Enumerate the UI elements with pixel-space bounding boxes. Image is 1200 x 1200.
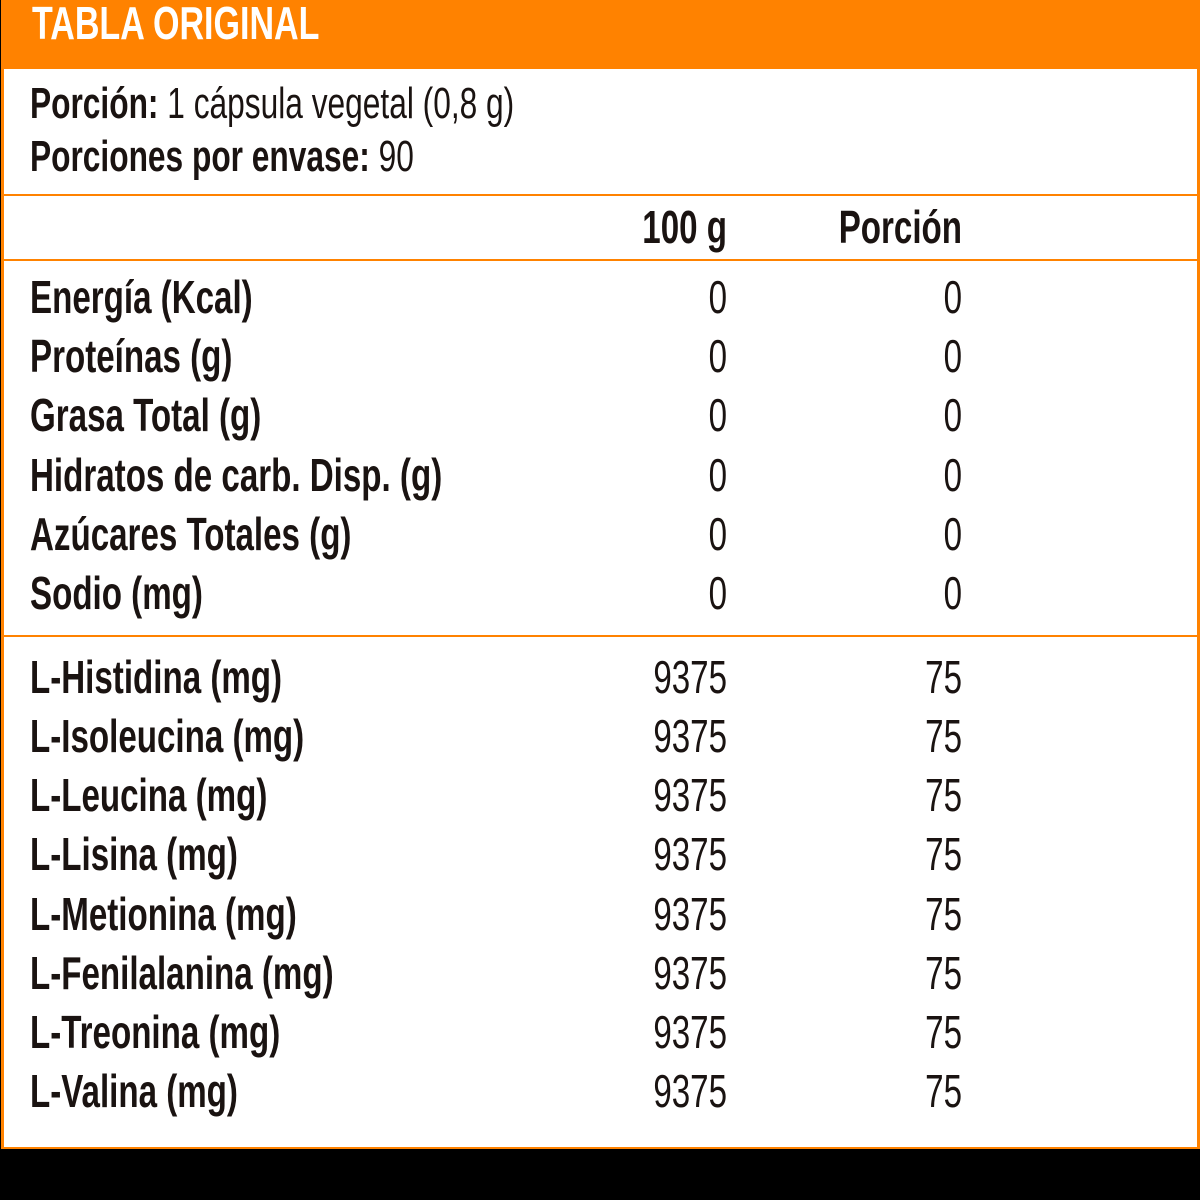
nutrient-name: Energía (Kcal) [30, 271, 253, 323]
table-row [4, 387, 1197, 443]
nutrient-value-100g: 0 [708, 567, 727, 619]
table-row [4, 447, 1197, 503]
table-row [4, 1004, 1197, 1060]
nutrient-name: Proteínas (g) [30, 330, 233, 382]
table-row [4, 886, 1197, 942]
divider-amino-acids [4, 635, 1197, 637]
nutrient-value-portion: 0 [943, 389, 962, 441]
amino-acid-value-portion: 75 [925, 651, 962, 703]
servings-per-container-label: Porciones por envase: [30, 132, 370, 181]
table-row [4, 1063, 1197, 1119]
column-header-row [4, 199, 1197, 255]
nutrient-value-100g: 0 [708, 508, 727, 560]
nutrition-table [1, 0, 1200, 1149]
nutrient-value-100g: 0 [708, 271, 727, 323]
table-row [4, 269, 1197, 325]
amino-acid-value-portion: 75 [925, 710, 962, 762]
serving-size-line [30, 80, 514, 128]
amino-acid-value-portion: 75 [925, 769, 962, 821]
divider-top [4, 194, 1197, 196]
table-row [4, 945, 1197, 1001]
column-header-portion: Porción [838, 201, 962, 253]
column-header-100g: 100 g [642, 201, 727, 253]
nutrient-value-100g: 0 [708, 330, 727, 382]
servings-per-container-line [30, 133, 414, 181]
table-row [4, 506, 1197, 562]
nutrient-value-portion: 0 [943, 449, 962, 501]
nutrient-name: Hidratos de carb. Disp. (g) [30, 449, 443, 501]
amino-acid-value-100g: 9375 [653, 888, 727, 940]
table-row [4, 649, 1197, 705]
nutrient-value-100g: 0 [708, 389, 727, 441]
amino-acid-value-portion: 75 [925, 888, 962, 940]
amino-acid-value-100g: 9375 [653, 1065, 727, 1117]
nutrient-name: Grasa Total (g) [30, 389, 262, 441]
table-row [4, 708, 1197, 764]
divider-column-header [4, 259, 1197, 261]
amino-acid-value-portion: 75 [925, 1065, 962, 1117]
nutrient-name: Sodio (mg) [30, 567, 203, 619]
table-row [4, 767, 1197, 823]
table-row [4, 826, 1197, 882]
serving-size-label: Porción: [30, 79, 159, 128]
amino-acid-value-portion: 75 [925, 828, 962, 880]
amino-acid-value-100g: 9375 [653, 651, 727, 703]
nutrient-value-portion: 0 [943, 508, 962, 560]
amino-acid-name: L-Lisina (mg) [30, 828, 238, 880]
amino-acid-value-portion: 75 [925, 947, 962, 999]
amino-acid-name: L-Treonina (mg) [30, 1006, 281, 1058]
amino-acid-name: L-Isoleucina (mg) [30, 710, 305, 762]
amino-acid-name: L-Fenilalanina (mg) [30, 947, 334, 999]
amino-acid-value-100g: 9375 [653, 710, 727, 762]
table-title: TABLA ORIGINAL [32, 0, 320, 49]
amino-acid-name: L-Valina (mg) [30, 1065, 238, 1117]
nutrient-value-100g: 0 [708, 449, 727, 501]
amino-acid-value-portion: 75 [925, 1006, 962, 1058]
servings-per-container-value: 90 [369, 132, 414, 181]
serving-size-value: 1 cápsula vegetal (0,8 g) [158, 79, 515, 128]
table-header-bar [4, 0, 1197, 69]
table-row [4, 328, 1197, 384]
amino-acid-name: L-Leucina (mg) [30, 769, 268, 821]
amino-acid-value-100g: 9375 [653, 1006, 727, 1058]
nutrient-value-portion: 0 [943, 330, 962, 382]
amino-acid-name: L-Histidina (mg) [30, 651, 283, 703]
amino-acid-value-100g: 9375 [653, 769, 727, 821]
amino-acid-value-100g: 9375 [653, 947, 727, 999]
amino-acid-value-100g: 9375 [653, 828, 727, 880]
nutrient-value-portion: 0 [943, 271, 962, 323]
amino-acid-name: L-Metionina (mg) [30, 888, 297, 940]
nutrient-name: Azúcares Totales (g) [30, 508, 352, 560]
nutrient-value-portion: 0 [943, 567, 962, 619]
table-row [4, 565, 1197, 621]
